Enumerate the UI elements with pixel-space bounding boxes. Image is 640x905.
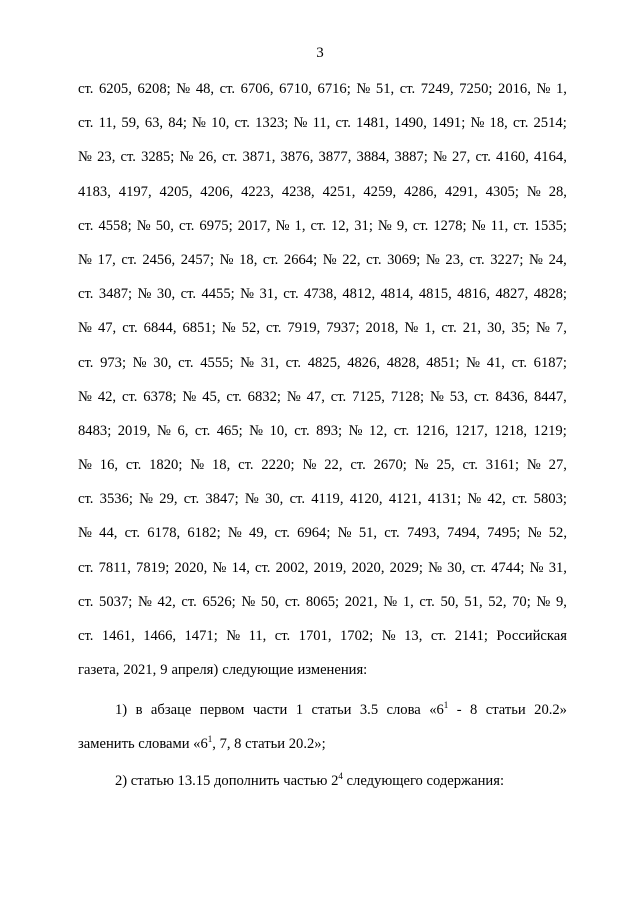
body-line: ст. 5037; № 42, ст. 6526; № 50, ст. 8065; 2021, № 1, ст. 50, 51, 52, 70; № 9, — [78, 593, 567, 610]
body-line: ст. 973; № 30, ст. 4555; № 31, ст. 4825, 4826, 4828, 4851; № 41, ст. 6187; — [78, 354, 567, 371]
body-line: ст. 3536; № 29, ст. 3847; № 30, ст. 4119, 4120, 4121, 4131; № 42, ст. 5803; — [78, 491, 567, 508]
body-text — [78, 79, 567, 694]
item-1-line-1: 1) в абзаце первом части 1 статьи 3.5 слова «$6^1$ - 8 статьи 20.2» — [115, 700, 567, 718]
item-2-line: 2) статью 13.15 дополнить частью $2^4$ следующего содержания: — [115, 771, 505, 789]
body-line: № 44, ст. 6178, 6182; № 49, ст. 6964; № 51, ст. 7493, 7494, 7495; № 52, — [78, 525, 567, 542]
body-line: № 16, ст. 1820; № 18, ст. 2220; № 22, ст. 2670; № 25, ст. 3161; № 27, — [78, 457, 567, 474]
body-line: ст. 11, 59, 63, 84; № 10, ст. 1323; № 11, ст. 1481, 1490, 1491; № 18, ст. 2514; — [78, 115, 567, 132]
body-line: 8483; 2019, № 6, ст. 465; № 10, ст. 893; № 12, ст. 1216, 1217, 1218, 1219; — [78, 422, 567, 439]
body-line: ст. 6205, 6208; № 48, ст. 6706, 6710, 6716; № 51, ст. 7249, 7250; 2016, № 1, — [78, 81, 567, 97]
body-line: № 23, ст. 3285; № 26, ст. 3871, 3876, 3877, 3884, 3887; № 27, ст. 4160, 4164, — [78, 149, 567, 166]
body-line: 4183, 4197, 4205, 4206, 4223, 4238, 4251, 4259, 4286, 4291, 4305; № 28, — [78, 183, 567, 200]
body-line: ст. 7811, 7819; 2020, № 14, ст. 2002, 2019, 2020, 2029; № 30, ст. 4744; № 31, — [78, 559, 567, 576]
page-number: 3 — [316, 45, 324, 61]
body-line: газета, 2021, 9 апреля) следующие изменения: — [78, 662, 368, 679]
body-line: № 17, ст. 2456, 2457; № 18, ст. 2664; № 22, ст. 3069; № 23, ст. 3227; № 24, — [78, 251, 567, 268]
body-line: № 47, ст. 6844, 6851; № 52, ст. 7919, 7937; 2018, № 1, ст. 21, 30, 35; № 7, — [78, 320, 567, 337]
item-1 — [78, 700, 567, 768]
body-line: ст. 4558; № 50, ст. 6975; 2017, № 1, ст. 12, 31; № 9, ст. 1278; № 11, ст. 1535; — [78, 217, 567, 234]
body-line: ст. 1461, 1466, 1471; № 11, ст. 1701, 1702; № 13, ст. 2141; Российская — [78, 628, 567, 644]
body-line: ст. 3487; № 30, ст. 4455; № 31, ст. 4738, 4812, 4814, 4815, 4816, 4827, 4828; — [78, 286, 567, 303]
item-1-line-2: заменить словами «$6^1$, 7, 8 статьи 20.2»; — [78, 734, 326, 753]
item-2 — [78, 771, 567, 805]
body-line: № 42, ст. 6378; № 45, ст. 6832; № 47, ст. 7125, 7128; № 53, ст. 8436, 8447, — [78, 388, 567, 405]
